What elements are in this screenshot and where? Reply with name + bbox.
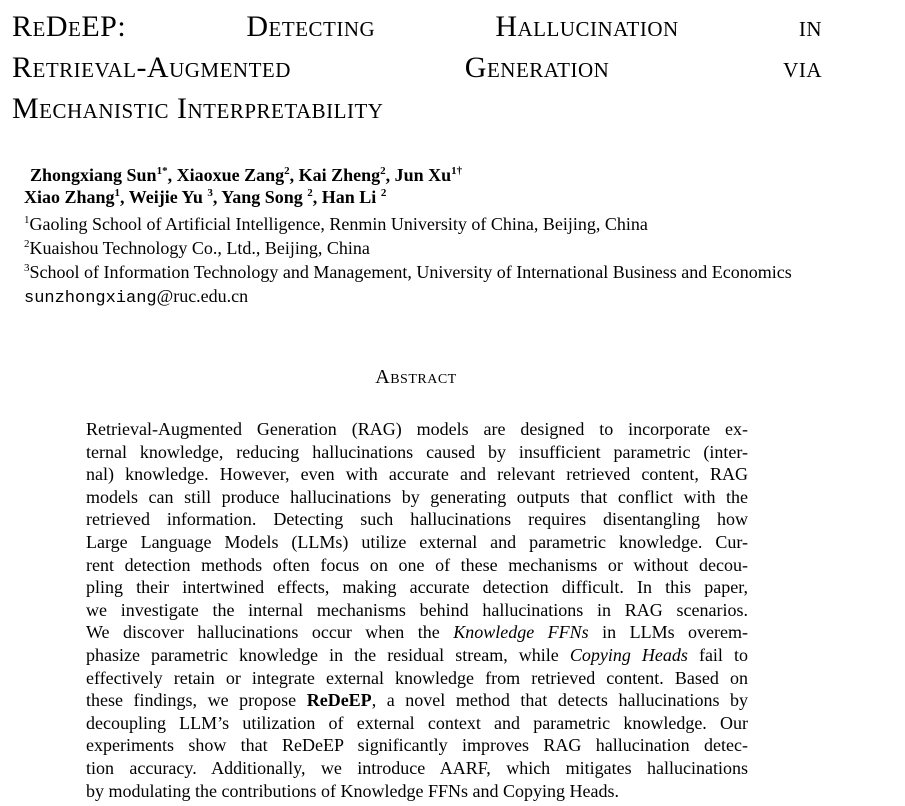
contact-email[interactable] xyxy=(24,284,792,311)
author-affil-mark: 3 xyxy=(207,187,213,199)
abstract-line: experiments show that ReDeEP significantly improves RAG hallucination detec- xyxy=(86,735,748,756)
author-affil-mark: 2 xyxy=(284,165,290,177)
author-name: Kai Zheng xyxy=(298,165,381,185)
title-line-2 xyxy=(12,47,822,88)
email-user: sunzhongxiang xyxy=(24,289,157,308)
abstract-text: , a novel method that detects hallucinations by xyxy=(371,690,748,711)
abstract-body xyxy=(86,418,748,802)
paper-title xyxy=(12,6,822,129)
title-word: via xyxy=(783,51,822,84)
author-affil-mark: 2 xyxy=(307,187,313,199)
affiliation-text: Gaoling School of Artificial Intelligence, Renmin University of China, Beijing, China xyxy=(29,214,648,234)
abstract-line xyxy=(86,689,748,712)
author-row-1: Zhongxiang Sun$^{1*}$, Xiaoxue Zang$^2$, Kai Zheng$^2$, Jun $Xu^{1\dagger}$ xyxy=(30,165,463,185)
abstract-text: We discover hallucinations occur when the xyxy=(86,622,454,643)
title-word: Retrieval-Augmented xyxy=(12,51,291,84)
abstract-line: ternal knowledge, reducing hallucinations caused by insufficient parametric (inter- xyxy=(86,441,748,462)
abstract-line: rent detection methods often focus on one of these mechanisms or without decou- xyxy=(86,554,748,575)
affiliation-1 xyxy=(24,212,792,236)
abstract-line xyxy=(86,621,748,644)
abstract-line: by modulating the contributions of Knowledge FFNs and Copying Heads. xyxy=(86,780,619,801)
author-name: Yang Song xyxy=(221,187,303,207)
abstract-line xyxy=(86,644,748,667)
abstract-emphasis: Knowledge FFNs xyxy=(453,622,589,643)
title-word: Detecting xyxy=(246,10,376,43)
author-name: Jun Xu xyxy=(394,165,452,185)
affiliation-list xyxy=(24,212,792,311)
author-name: Xiao Zhang xyxy=(24,187,115,207)
method-name: ReDeEP xyxy=(306,690,372,711)
abstract-line: effectively retain or integrate external knowledge from retrieved content. Based on xyxy=(86,667,748,688)
affiliation-text: School of Information Technology and Management, University of International Business and Economics xyxy=(29,262,792,282)
abstract-text: these findings, we propose xyxy=(86,690,307,711)
title-word: Hallucination xyxy=(495,10,679,43)
affiliation-mark: 2 xyxy=(24,238,30,250)
email-domain: @ruc.edu.cn xyxy=(156,286,249,306)
abstract-line: decoupling LLM’s utilization of external context and parametric knowledge. Our xyxy=(86,712,748,733)
author-affil-mark: 1 xyxy=(156,165,163,177)
equal-contribution-mark: * xyxy=(162,165,168,177)
title-word: Mechanistic Interpretability xyxy=(12,92,384,125)
abstract-text: in LLMs overem- xyxy=(588,622,748,643)
title-word: Generation xyxy=(464,51,610,84)
author-name: Xiaoxue Zang xyxy=(176,165,285,185)
author-affil-mark: 1† xyxy=(451,165,463,177)
abstract-line: models can still produce hallucinations by generating outputs that conflict with the xyxy=(86,486,748,507)
abstract-heading: Abstract xyxy=(375,366,457,388)
abstract-text: fail to xyxy=(687,644,748,665)
title-line-3 xyxy=(12,88,822,129)
abstract-text: phasize parametric knowledge in the residual stream, while xyxy=(86,644,570,665)
title-word: ReDeEP: xyxy=(12,10,127,43)
abstract-line: pling their intertwined effects, making accurate detection difficult. In this paper, xyxy=(86,577,748,598)
abstract-line: retrieved information. Detecting such hallucinations requires disentangling how xyxy=(86,509,748,530)
author-affil-mark: 2 xyxy=(380,165,386,177)
author-affil-mark: 1 xyxy=(114,187,121,199)
author-affil-mark: 2 xyxy=(380,187,387,199)
author-name: Weijie Yu xyxy=(128,187,203,207)
abstract-line: Large Language Models (LLMs) utilize external and parametric knowledge. Cur- xyxy=(86,531,748,552)
author-name: Zhongxiang Sun xyxy=(30,165,157,185)
author-list xyxy=(24,164,462,208)
author-name: Han Li xyxy=(321,187,377,207)
abstract-line: Retrieval-Augmented Generation (RAG) models are designed to incorporate ex- xyxy=(86,419,748,439)
author-row-2: Xiao Zhang$^1$, Weijie Yu $^3$, Yang Song $^2$, Han Li $^2$ xyxy=(24,187,387,207)
affiliation-mark: 1 xyxy=(24,214,30,226)
affiliation-3 xyxy=(24,260,792,284)
abstract-emphasis: Copying Heads xyxy=(569,644,688,665)
abstract-line: nal) knowledge. However, even with accurate and relevant retrieved content, RAG xyxy=(86,464,748,485)
affiliation-text: Kuaishou Technology Co., Ltd., Beijing, China xyxy=(29,238,370,258)
affiliation-2 xyxy=(24,236,792,260)
abstract-line: tion accuracy. Additionally, we introduce AARF, which mitigates hallucinations xyxy=(86,757,748,778)
abstract-line: we investigate the internal mechanisms behind hallucinations in RAG scenarios. xyxy=(86,599,748,620)
title-line-1 xyxy=(12,6,822,47)
title-word: in xyxy=(798,10,822,43)
affiliation-mark: 3 xyxy=(24,262,30,274)
